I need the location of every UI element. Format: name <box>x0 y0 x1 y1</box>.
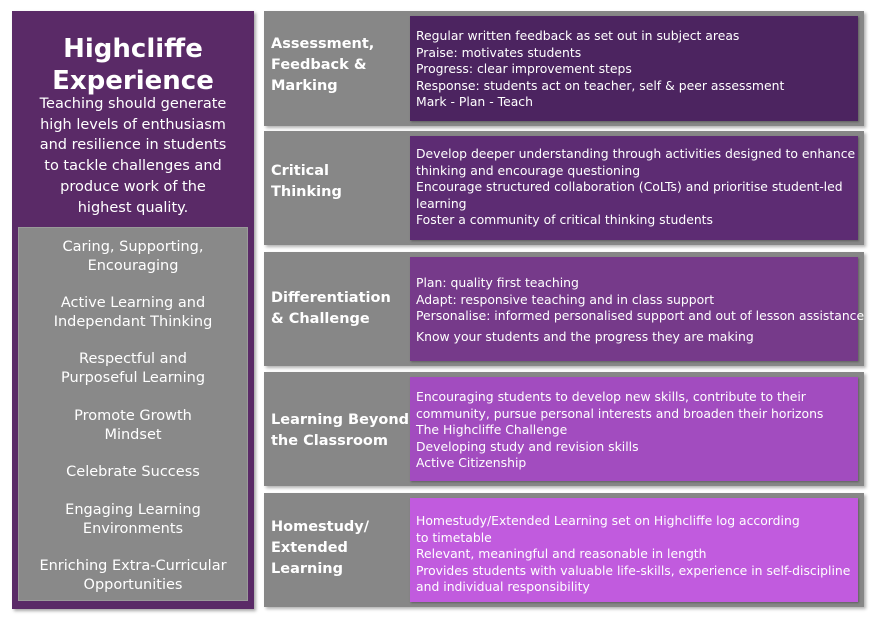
content-line: Adapt: responsive teaching and in class support <box>416 291 715 307</box>
value-item <box>18 407 248 445</box>
content-line: Progress: clear improvement steps <box>416 61 632 77</box>
row-content-box <box>410 136 858 240</box>
content-line: Plan: quality first teaching <box>416 275 579 290</box>
row-label-line: & Challenge <box>271 311 370 327</box>
value-line: Promote Growth <box>74 408 192 424</box>
intro-line: produce work of the <box>60 178 206 195</box>
row-label-line: Differentiation <box>271 290 391 306</box>
content-line: thinking and encourage questioning <box>416 162 641 178</box>
content-line: Mark - Plan - Teach <box>416 94 533 110</box>
row-critical-thinking <box>264 131 864 245</box>
content-line: Homestudy/Extended Learning set on Highcliffe log according <box>416 513 800 528</box>
row-assessment <box>264 11 864 126</box>
row-label-line: the Classroom <box>271 433 388 449</box>
intro-text <box>26 94 240 218</box>
content-line: The Highcliffe Challenge <box>416 422 568 438</box>
intro-line: to tackle challenges and <box>44 158 222 175</box>
intro-line: and resilience in students <box>39 137 227 154</box>
page-title <box>12 33 254 97</box>
title-line: Experience <box>52 66 214 96</box>
content-line: Relevant, meaningful and reasonable in length <box>416 546 707 562</box>
row-label-line: Critical <box>271 163 330 179</box>
left-panel <box>12 11 254 609</box>
value-item <box>18 238 248 276</box>
row-label-line: Extended <box>271 540 348 556</box>
content-line: Provides students with valuable life-skills, experience in self-discipline <box>416 562 851 578</box>
content-line: Personalise: informed personalised support and out of lesson assistance <box>416 308 865 324</box>
intro-line: highest quality. <box>77 199 189 216</box>
value-line: Encouraging <box>87 258 179 274</box>
content-line: Regular written feedback as set out in subject areas <box>416 28 740 43</box>
content-line: Develop deeper understanding through activities designed to enhance <box>416 146 856 161</box>
content-line: and individual responsibility <box>416 579 590 595</box>
value-line: Purposeful Learning <box>60 370 206 386</box>
title-line: Highcliffe <box>63 34 203 64</box>
row-label <box>271 161 342 203</box>
row-label <box>271 517 369 580</box>
value-line: Opportunities <box>83 577 183 593</box>
row-content-box <box>410 16 858 121</box>
value-item <box>18 557 248 595</box>
content-line: Response: students act on teacher, self & peer assessment <box>416 77 785 93</box>
row-label-line: Assessment, <box>271 36 375 52</box>
value-line: Caring, Supporting, <box>62 239 204 255</box>
row-label-line: Learning <box>271 561 344 577</box>
value-item <box>18 294 248 332</box>
row-label <box>271 34 374 97</box>
row-label <box>271 410 409 452</box>
value-item <box>18 350 248 388</box>
content-line: to timetable <box>416 529 492 545</box>
row-content-box <box>410 377 858 481</box>
content-line: Praise: motivates students <box>416 44 582 60</box>
row-homestudy <box>264 493 864 607</box>
value-line: Engaging Learning <box>65 502 201 518</box>
value-line: Respectful and <box>79 351 187 367</box>
content-line: Active Citizenship <box>416 455 527 471</box>
content-line: Encouraging students to develop new skills, contribute to their <box>416 389 806 404</box>
content-line: Know your students and the progress they are making <box>416 328 754 344</box>
row-label <box>271 288 391 330</box>
intro-line: high levels of enthusiasm <box>40 116 226 133</box>
value-line: Enriching Extra-Curricular <box>39 558 227 574</box>
row-label-line: Thinking <box>271 184 342 200</box>
content-line: Developing study and revision skills <box>416 438 639 454</box>
value-line: Celebrate Success <box>66 464 200 480</box>
content-line: Encourage structured collaboration (CoLTs) and prioritise student-led <box>416 179 843 195</box>
value-line: Independant Thinking <box>53 314 213 330</box>
row-label-line: Homestudy/ <box>271 519 370 535</box>
intro-line: Teaching should generate <box>39 96 227 112</box>
value-line: Active Learning and <box>60 295 206 311</box>
values-box <box>18 227 248 601</box>
value-item <box>18 463 248 482</box>
row-differentiation <box>264 252 864 366</box>
row-content-box <box>410 257 865 361</box>
row-label-line: Learning Beyond <box>271 412 410 428</box>
content-line: learning <box>416 195 467 211</box>
value-item <box>18 501 248 539</box>
content-line: Foster a community of critical thinking students <box>416 212 713 228</box>
row-learning-beyond <box>264 372 864 486</box>
row-label-line: Feedback & <box>271 57 367 73</box>
row-content-box <box>410 498 858 602</box>
row-label-line: Marking <box>271 78 338 94</box>
content-line: community, pursue personal interests and broaden their horizons <box>416 405 824 421</box>
value-line: Environments <box>82 521 184 537</box>
value-line: Mindset <box>104 427 162 443</box>
